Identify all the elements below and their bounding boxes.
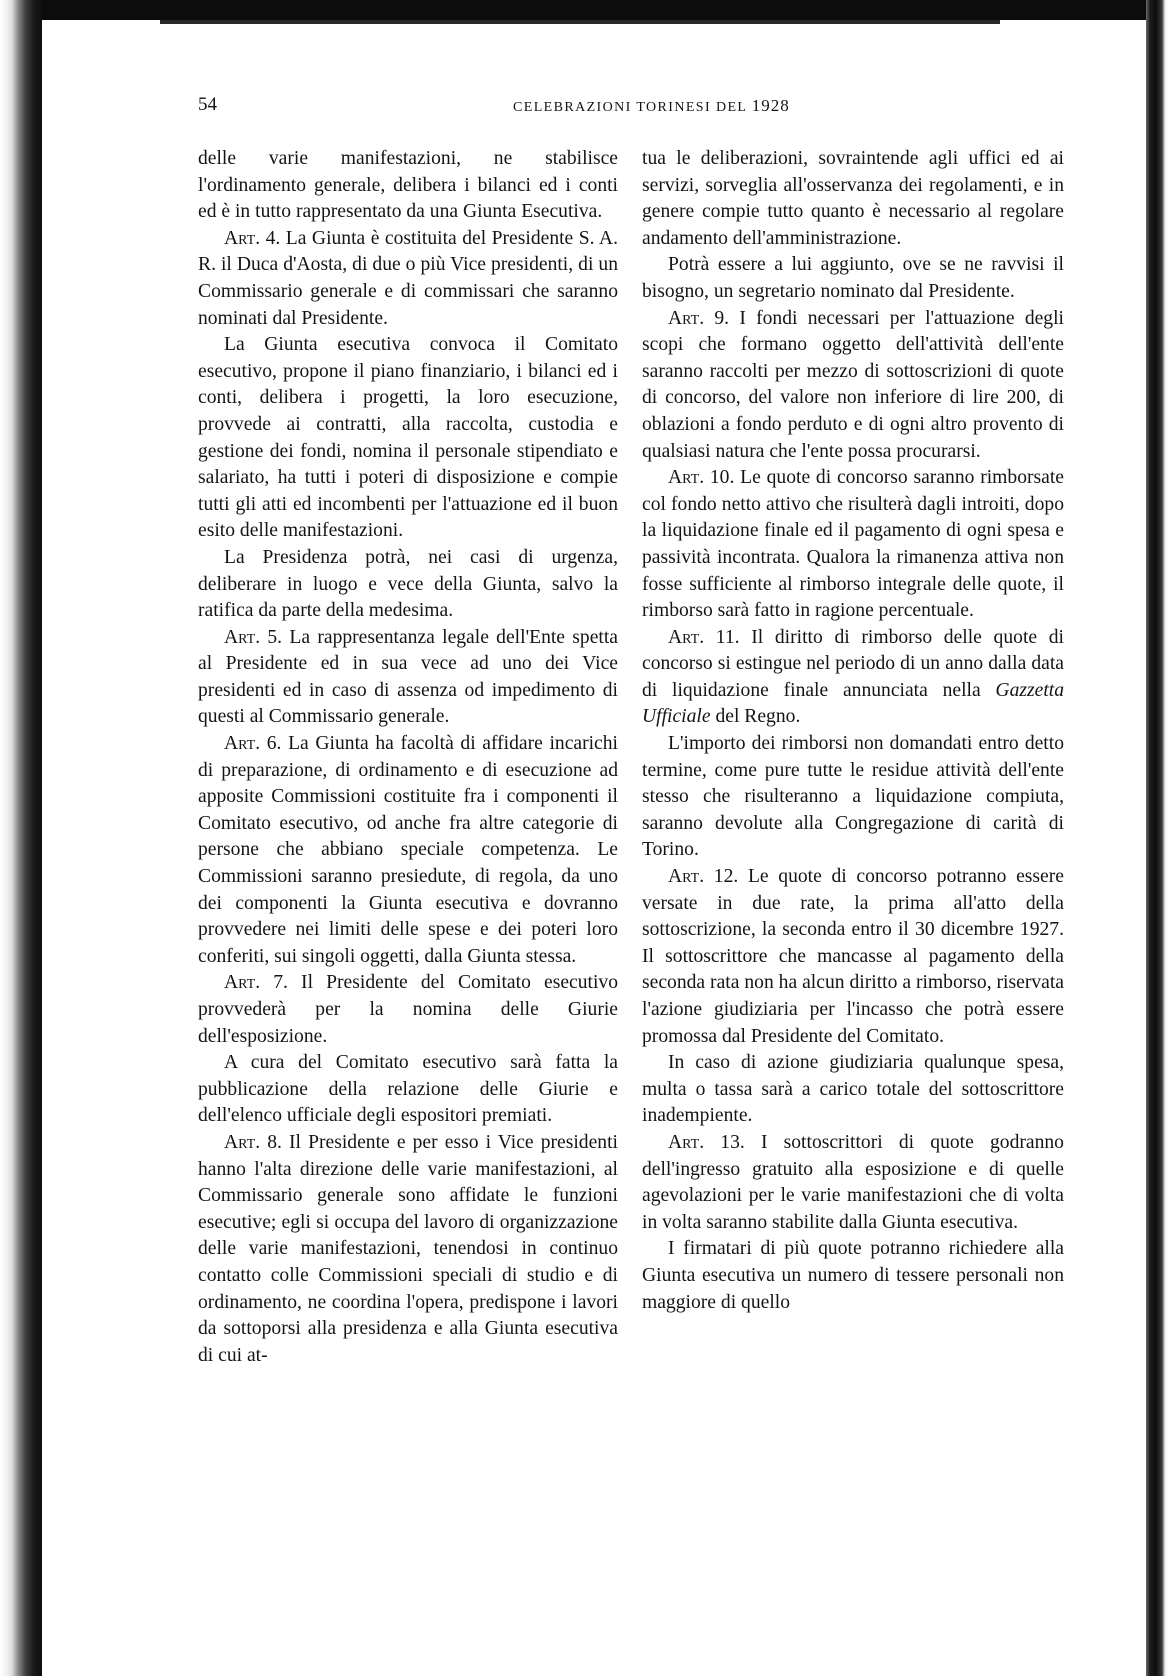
paragraph-text: Il Presidente del Comitato esecutivo provvederà per la nomina delle Giurie dell'esposizione. bbox=[198, 972, 618, 1047]
article-number: Art. 8. bbox=[224, 1131, 282, 1153]
right-column bbox=[642, 146, 1064, 1316]
paragraph bbox=[198, 970, 618, 1050]
running-title-year: 1928 bbox=[751, 96, 790, 115]
paragraph bbox=[642, 252, 1064, 305]
paragraph-text: La Presidenza potrà, nei casi di urgenza, deliberare in luogo e vece della Giunta, salvo la ratifica da parte della medesima. bbox=[198, 546, 618, 622]
article-number: Art. 7. bbox=[224, 972, 288, 994]
paragraph-text: A cura del Comitato esecutivo sarà fatta la pubblicazione della relazione delle Giurie e dell'elenco ufficiale degli espositori premiati. bbox=[198, 1052, 618, 1127]
paragraph-text: Il Presidente e per esso i Vice presidenti hanno l'alta direzione delle varie manifestazioni, al Commissario generale sono affidate le funzioni esecutive; egli si occupa del lavoro di organizzazione delle varie manifestazioni, tenendosi in continuo contatto colle Commissioni speciali di studio e di ordinamento, ne coordina l'opera, predispone i lavori da sottoporsi alla presidenza e alla Giunta esecutiva di cui at- bbox=[198, 1131, 618, 1366]
paragraph-text: La Giunta esecutiva convoca il Comitato esecutivo, propone il piano finanziario, i bilanci ed i conti, delibera i progetti, la loro esecuzione, provvede ai contratti, alla raccolta, custodia e gestione dei fondi, nomina il personale stipendiato e salariato, ha tutti i poteri di disposizione e compie tutti gli atti ed incombenti per l'attuazione ed il buon esito delle manifestazioni. bbox=[198, 334, 618, 542]
article-number: Art. 9. bbox=[668, 307, 730, 329]
paragraph bbox=[642, 731, 1064, 864]
article-number: Art. 11. bbox=[668, 626, 740, 648]
running-title-text: CELEBRAZIONI TORINESI DEL bbox=[513, 100, 747, 115]
paragraph-text: Il diritto di rimborso delle quote di concorso si estingue nel periodo di un anno dalla data di liquidazione finale annunciata nella bbox=[642, 626, 1065, 701]
article-number: Art. 10. bbox=[668, 467, 735, 489]
paragraph-text: La Giunta è costituita del Presidente S. A. R. il Duca d'Aosta, di due o più Vice presidenti, di un Commissario generale e di commissari che saranno nominati dal Presidente. bbox=[198, 227, 618, 329]
article-number: Art. 6. bbox=[224, 733, 282, 755]
paragraph-text: I sottoscrittori di quote godranno dell'ingresso gratuito alla esposizione e di quelle agevolazioni per le varie manifestazioni che di volta in volta saranno stabilite dalla Giunta esecutiva. bbox=[642, 1131, 1064, 1233]
article-number: Art. 5. bbox=[224, 626, 283, 648]
paragraph bbox=[642, 625, 1064, 731]
paragraph-text: L'importo dei rimborsi non domandati entro detto termine, come pure tutte le residue attività dell'ente stesso che risulteranno a liquidazione compiuta, saranno devolute alla Congregazione di carità di Torino. bbox=[642, 733, 1064, 861]
paragraph bbox=[642, 1130, 1064, 1236]
paragraph bbox=[198, 1050, 618, 1130]
running-title bbox=[513, 96, 790, 116]
paragraph-text: Le quote di concorso saranno rimborsate col fondo netto attivo che risulterà dagli introiti, dopo la liquidazione finale ed il pagamento di ogni spesa e passività incontrata. Qualora la rimanenza attiva non fosse sufficiente al rimborso integrale delle quote, il rimborso sarà fatto in ragione percentuale. bbox=[642, 467, 1064, 622]
paragraph bbox=[198, 625, 618, 731]
italic-title: Gazzetta Ufficiale bbox=[642, 679, 1064, 728]
scan-right-border bbox=[1146, 0, 1168, 1676]
paragraph-text: tua le deliberazioni, sovraintende agli uffici ed ai servizi, sorveglia all'osservanza dei regolamenti, e in genere compie tutto quanto è necessario al regolare andamento dell'amministrazione. bbox=[642, 148, 1064, 249]
scan-left-border bbox=[0, 0, 42, 1676]
paragraph-text: Potrà essere a lui aggiunto, ove se ne ravvisi il bisogno, un segretario nominato dal Presidente. bbox=[642, 254, 1064, 302]
paragraph bbox=[642, 306, 1064, 466]
scan-top-shadow bbox=[160, 20, 1000, 24]
paragraph-text: In caso di azione giudiziaria qualunque spesa, multa o tassa sarà a carico totale del sottoscrittore inadempiente. bbox=[642, 1052, 1064, 1127]
paragraph bbox=[198, 731, 618, 970]
paragraph bbox=[642, 864, 1064, 1050]
paragraph-text: La Giunta ha facoltà di affidare incarichi di preparazione, di ordinamento e di esecuzione ad apposite Commissioni costituite fra i componenti il Comitato esecutivo, od anche fra altre categorie di persone che abbiano speciale competenza. Le Commissioni saranno presiedute, di regola, da uno dei componenti la Giunta esecutiva e dovranno provvedere nei limiti delle spese e dei poteri loro conferiti, sui singoli oggetti, dalla Giunta stessa. bbox=[198, 733, 618, 967]
paragraph bbox=[642, 1236, 1064, 1316]
paragraph bbox=[642, 465, 1064, 625]
scan-top-border bbox=[0, 0, 1168, 20]
paragraph-text-tail: del Regno. bbox=[710, 706, 801, 728]
paragraph-text: Le quote di concorso potranno essere versate in due rate, la prima all'atto della sottoscrizione, la seconda entro il 30 dicembre 1927. Il sottoscrittore che mancasse al pagamento della seconda rata non ha alcun diritto a rimborso, riservata l'azione giudiziaria per l'incasso che potrà essere promossa dal Presidente del Comitato. bbox=[642, 866, 1064, 1047]
paragraph bbox=[642, 146, 1064, 252]
page-number: 54 bbox=[198, 94, 217, 115]
paragraph-text: I firmatari di più quote potranno richiedere alla Giunta esecutiva un numero di tessere personali non maggiore di quello bbox=[642, 1238, 1064, 1313]
paragraph-text: La rappresentanza legale dell'Ente spetta al Presidente ed in sua vece ad uno dei Vice presidenti ed in caso di assenza od impedimento di questi al Commissario generale. bbox=[198, 626, 618, 728]
paragraph bbox=[198, 146, 618, 226]
paragraph bbox=[642, 1050, 1064, 1130]
paragraph bbox=[198, 1130, 618, 1369]
left-column bbox=[198, 146, 618, 1369]
article-number: Art. 13. bbox=[668, 1131, 745, 1153]
article-number: Art. 4. bbox=[224, 227, 281, 249]
paragraph bbox=[198, 545, 618, 625]
paragraph-text: I fondi necessari per l'attuazione degli scopi che formano oggetto dell'attività dell'ente saranno raccolti per mezzo di sottoscrizioni di quote di concorso, del valore non inferiore di lire 200, di oblazioni a fondo perduto e di ogni altro provento di qualsiasi natura che l'ente possa procurarsi. bbox=[642, 307, 1064, 462]
paragraph bbox=[198, 332, 618, 545]
paragraph bbox=[198, 226, 618, 332]
paragraph-text: delle varie manifestazioni, ne stabilisce l'ordinamento generale, delibera i bilanci ed i conti ed è in tutto rappresentato da una Giunta Esecutiva. bbox=[198, 148, 618, 223]
page-header bbox=[198, 94, 1073, 122]
article-number: Art. 12. bbox=[668, 866, 739, 888]
